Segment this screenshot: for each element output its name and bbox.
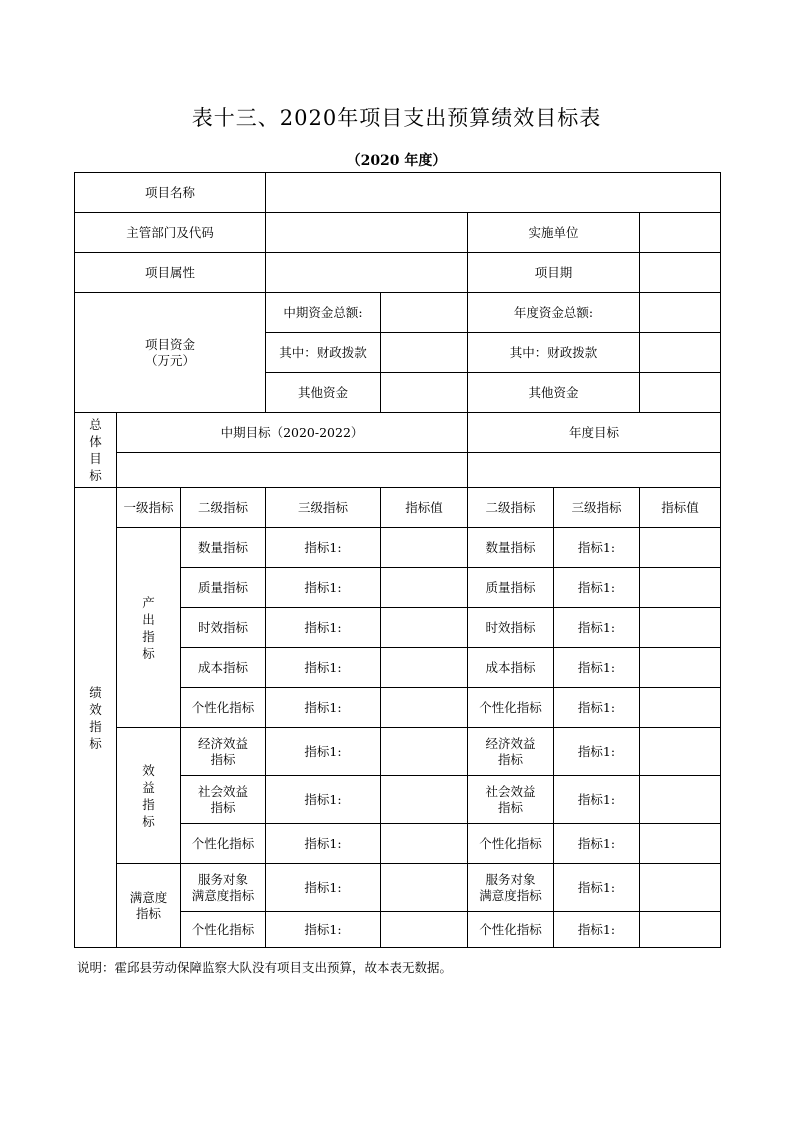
- year-other-value: [640, 373, 721, 413]
- row-attr: [75, 253, 721, 293]
- year-level3-cell: 指标1:: [554, 568, 640, 608]
- year-value-cell: [640, 824, 721, 864]
- year-other-label: 其他资金: [468, 373, 640, 413]
- year-level2-cell: 数量指标: [468, 528, 554, 568]
- level2-cell: 个性化指标: [181, 912, 266, 948]
- year-level3-cell: 指标1:: [554, 824, 640, 864]
- mid-other-label: 其他资金: [266, 373, 381, 413]
- year-value-cell: [640, 568, 721, 608]
- group-output-label: 产出指标: [117, 528, 181, 728]
- mid-total-value: [381, 293, 468, 333]
- level2-cell: 经济效益 指标: [181, 728, 266, 776]
- level3-cell: 指标1:: [266, 824, 381, 864]
- level3-cell: 指标1:: [266, 728, 381, 776]
- level3-cell: 指标1:: [266, 864, 381, 912]
- funds-label: [75, 293, 266, 413]
- project-period-label: 项目期: [468, 253, 640, 293]
- year-level3-cell: 指标1:: [554, 864, 640, 912]
- perf-indicator-label: 绩效指标: [75, 488, 117, 948]
- value-cell: [381, 824, 468, 864]
- year-value-cell: [640, 648, 721, 688]
- group-benefit-label: 效益指标: [117, 728, 181, 864]
- year-fiscal-value: [640, 333, 721, 373]
- year-level2-cell: 社会效益 指标: [468, 776, 554, 824]
- dept-code-value: [266, 213, 468, 253]
- project-attr-label: 项目属性: [75, 253, 266, 293]
- year-value-cell: [640, 528, 721, 568]
- year-level3-cell: 指标1:: [554, 728, 640, 776]
- value-cell: [381, 776, 468, 824]
- year-level2-cell: 时效指标: [468, 608, 554, 648]
- value-cell: [381, 728, 468, 776]
- year-level3-cell: 指标1:: [554, 688, 640, 728]
- year-level3-cell: 指标1:: [554, 648, 640, 688]
- funds-label-line1: 项目资金: [144, 336, 195, 352]
- level2-cell: 个性化指标: [181, 688, 266, 728]
- year-level2-cell: 成本指标: [468, 648, 554, 688]
- level3-cell: 指标1:: [266, 568, 381, 608]
- performance-target-table: [74, 172, 721, 948]
- level2-cell: 个性化指标: [181, 824, 266, 864]
- value-cell: [381, 648, 468, 688]
- level3-cell: 指标1:: [266, 608, 381, 648]
- table-row: [75, 528, 721, 568]
- overall-target-label: 总体目标: [75, 413, 117, 488]
- level3-cell: 指标1:: [266, 776, 381, 824]
- page-title: 表十三、2020年项目支出预算绩效目标表: [191, 106, 602, 130]
- row-perf-header: [75, 488, 721, 528]
- project-period-value: [640, 253, 721, 293]
- dept-code-label: 主管部门及代码: [75, 213, 266, 253]
- year-value-cell: [640, 688, 721, 728]
- value-cell: [381, 528, 468, 568]
- impl-unit-value: [640, 213, 721, 253]
- mid-fiscal-label: 其中：财政拨款: [266, 333, 381, 373]
- year-level2-cell: 质量指标: [468, 568, 554, 608]
- year-level3-cell: 指标1:: [554, 528, 640, 568]
- level3-cell: 指标1:: [266, 648, 381, 688]
- group-satisfaction-label: 满意度 指标: [117, 864, 181, 948]
- level2-cell: 成本指标: [181, 648, 266, 688]
- row-overall-value: [75, 453, 721, 488]
- header-level1: 一级指标: [117, 488, 181, 528]
- year-total-label: 年度资金总额:: [468, 293, 640, 333]
- level3-cell: 指标1:: [266, 688, 381, 728]
- header-level2: 二级指标: [181, 488, 266, 528]
- level2-cell: 时效指标: [181, 608, 266, 648]
- value-cell: [381, 688, 468, 728]
- mid-total-label: 中期资金总额:: [266, 293, 381, 333]
- project-attr-value: [266, 253, 468, 293]
- year-value-cell: [640, 864, 721, 912]
- value-cell: [381, 864, 468, 912]
- mid-target-header: 中期目标（2020-2022）: [117, 413, 468, 453]
- year-level3-cell: 指标1:: [554, 608, 640, 648]
- funds-label-line2: （万元）: [144, 352, 195, 368]
- row-dept: [75, 213, 721, 253]
- header-level3: 三级指标: [266, 488, 381, 528]
- level2-cell: 质量指标: [181, 568, 266, 608]
- year-level2-cell: 服务对象 满意度指标: [468, 864, 554, 912]
- row-overall-header: [75, 413, 721, 453]
- year-value-cell: [640, 728, 721, 776]
- year-target-header: 年度目标: [468, 413, 721, 453]
- page-subtitle: （2020 年度）: [346, 153, 447, 169]
- header-year-level2: 二级指标: [468, 488, 554, 528]
- year-level2-cell: 个性化指标: [468, 824, 554, 864]
- value-cell: [381, 568, 468, 608]
- table-row: [75, 728, 721, 776]
- header-value: 指标值: [381, 488, 468, 528]
- header-year-level3: 三级指标: [554, 488, 640, 528]
- level2-cell: 社会效益 指标: [181, 776, 266, 824]
- year-fiscal-label: 其中：财政拨款: [468, 333, 640, 373]
- year-level3-cell: 指标1:: [554, 912, 640, 948]
- level3-cell: 指标1:: [266, 528, 381, 568]
- year-level2-cell: 个性化指标: [468, 912, 554, 948]
- project-name-value: [266, 173, 721, 213]
- year-level3-cell: 指标1:: [554, 776, 640, 824]
- table-row: [75, 864, 721, 912]
- year-target-value: [468, 453, 721, 488]
- value-cell: [381, 912, 468, 948]
- year-level2-cell: 个性化指标: [468, 688, 554, 728]
- level3-cell: 指标1:: [266, 912, 381, 948]
- year-total-value: [640, 293, 721, 333]
- mid-fiscal-value: [381, 333, 468, 373]
- row-project-name: [75, 173, 721, 213]
- row-funds-total: [75, 293, 721, 333]
- year-value-cell: [640, 776, 721, 824]
- value-cell: [381, 608, 468, 648]
- year-value-cell: [640, 912, 721, 948]
- mid-other-value: [381, 373, 468, 413]
- year-value-cell: [640, 608, 721, 648]
- level2-cell: 服务对象 满意度指标: [181, 864, 266, 912]
- year-level2-cell: 经济效益 指标: [468, 728, 554, 776]
- level2-cell: 数量指标: [181, 528, 266, 568]
- mid-target-value: [117, 453, 468, 488]
- project-name-label: 项目名称: [75, 173, 266, 213]
- impl-unit-label: 实施单位: [468, 213, 640, 253]
- header-year-value: 指标值: [640, 488, 721, 528]
- footnote: 说明：霍邱县劳动保障监察大队没有项目支出预算，故本表无数据。: [77, 960, 453, 975]
